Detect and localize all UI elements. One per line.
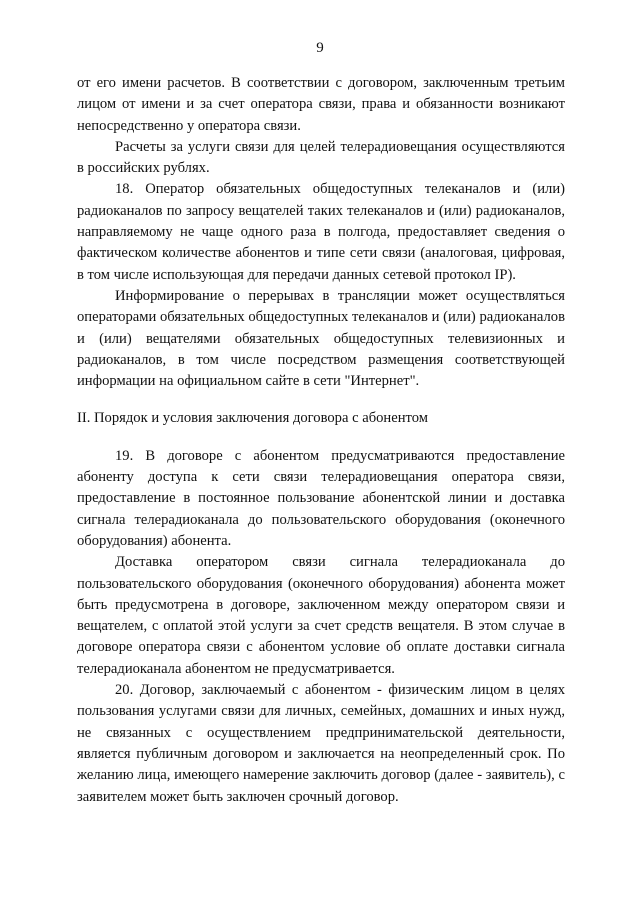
paragraph-clause-18: 18. Оператор обязательных общедоступных телеканалов и (или) радиоканалов по запросу вещателей таких телеканалов и (или) радиоканалов, направляемому не чаще одного раза в полгода, предоставляет сведения о фактическом количестве абонентов и типе сети связи (аналоговая, цифровая, в том числе использующая для передачи данных сетевой протокол IP). [77, 181, 565, 283]
paragraph-clause-20: 20. Договор, заключаемый с абонентом - физическим лицом в целях пользования услугами связи для личных, семейных, домашних и иных нужд, не связанных с осуществлением предпринимательской деятельности, является публичным договором и заключается на неопределенный срок. По желанию лица, имеющего намерение заключить договор (далее - заявитель), с заявителем может быть заключен срочный договор. [77, 682, 565, 805]
paragraph-clause-19: 19. В договоре с абонентом предусматриваются предоставление абоненту доступа к сети связи телерадиовещания оператора связи, предоставление в постоянное пользование абонентской линии и доставка сигнала телерадиоканала до пользовательского оборудования (оконечного оборудования) абонента. [77, 447, 565, 549]
paragraph-broadcast-interruptions: Информирование о перерывах в трансляции может осуществляться операторами обязательных общедоступных телеканалов и (или) радиоканалов и (или) вещателями обязательных общедоступных телевизионных и радиоканалов, в том числе посредством размещения соответствующей информации на официальном сайте в сети "Интернет". [77, 287, 565, 390]
paragraph-payment-currency: Расчеты за услуги связи для целей телерадиовещания осуществляются в российских рублях. [77, 138, 565, 177]
page-number: 9 [316, 40, 324, 56]
document-body [77, 73, 565, 808]
paragraph-continuation: от его имени расчетов. В соответствии с договором, заключенным третьим лицом от имени и за счет оператора связи, права и обязанности возникают непосредственно у оператора связи. [77, 75, 565, 134]
section-heading: II. Порядок и условия заключения договора с абонентом [77, 410, 428, 427]
paragraph-signal-delivery: Доставка оператором связи сигнала телерадиоканала до пользовательского оборудования (оконечного оборудования) абонента может быть предусмотрена в договоре, заключенном между оператором связи и вещателем, с оплатой этой услуги за счет средств вещателя. В этом случае в договоре оператора связи с абонентом условие об оплате доставки сигнала телерадиоканала абонентом не предусматривается. [77, 554, 565, 677]
